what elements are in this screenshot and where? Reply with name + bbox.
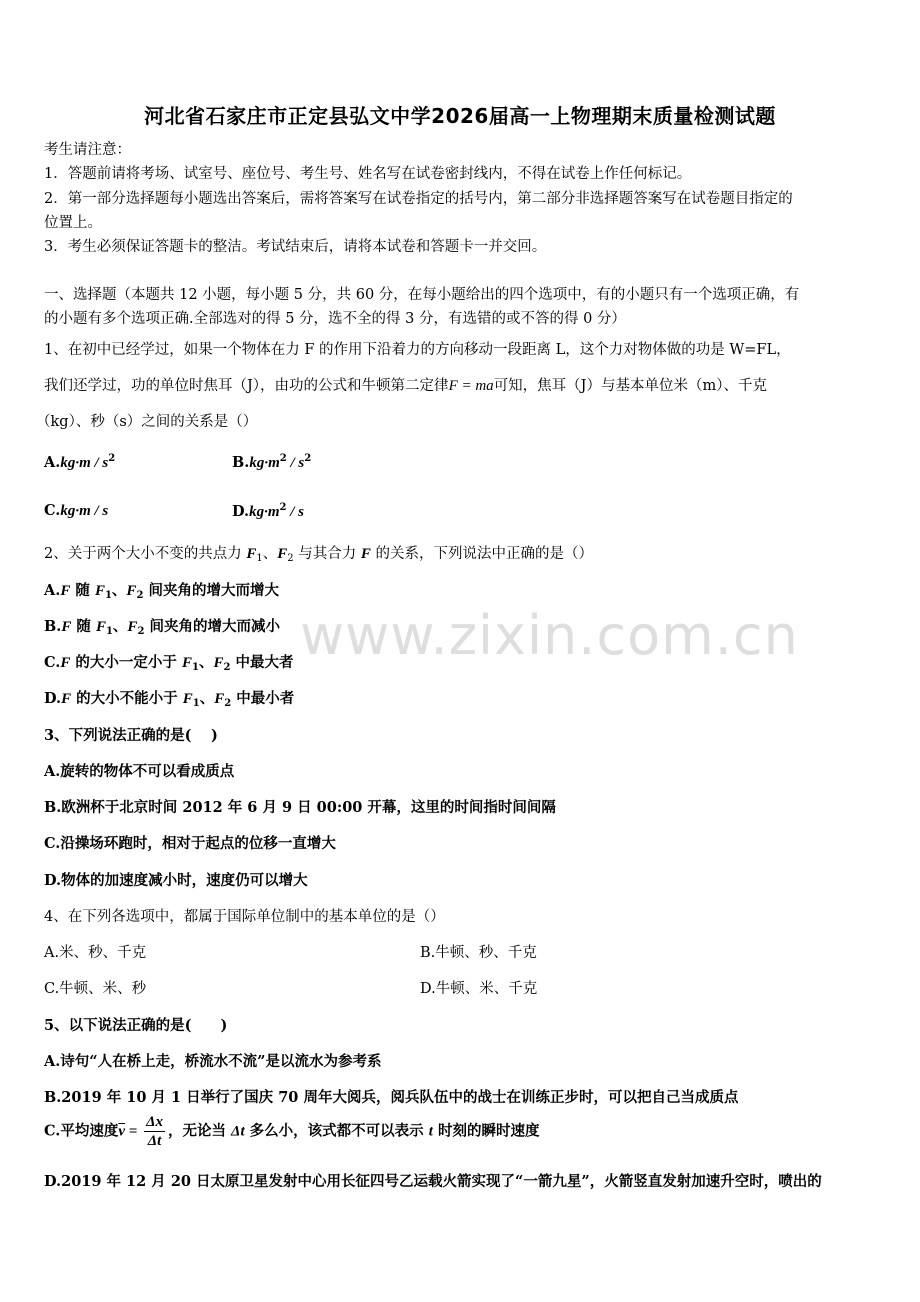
q1-option-a-value: kg·m / s: [60, 455, 109, 471]
q2-option-b-sub2: 2: [137, 626, 145, 637]
q2-option-c-f2: F: [213, 655, 224, 671]
q4-option-d: D.牛顿、米、千克: [420, 981, 538, 997]
q2-option-b-f2: F: [127, 619, 138, 635]
q5-option-c-post1: ，无论当: [167, 1122, 232, 1140]
q5-option-c-den: Δt: [147, 1133, 162, 1149]
q5-option-c-label: C.平均速度: [44, 1122, 119, 1140]
q4-option-b: B.牛顿、秒、千克: [420, 945, 537, 961]
q1-option-a-label: A.: [44, 454, 61, 471]
q2-option-a-post: 间夹角的增大而增大: [143, 582, 279, 599]
q3-option-b: B.欧洲杯于北京时间 2012 年 6 月 9 日 00:00 开幕，这里的时间指时间间隔: [44, 799, 556, 816]
q4-option-a: A.米、秒、千克: [44, 945, 147, 961]
q5-stem: 5、以下说法正确的是( ): [44, 1017, 228, 1034]
q1-option-c: [44, 502, 108, 520]
section-heading-line1: 一、选择题（本题共 12 小题，每小题 5 分，共 60 分，在每小题给出的四个选项中，有的小题只有一个选项正确，有: [44, 287, 800, 303]
q1-stem-line2b: 可知，焦耳（J）与基本单位米（m）、千克: [493, 378, 767, 394]
q2-f2: F: [277, 546, 288, 562]
q2-option-b-sub1: 1: [105, 626, 113, 637]
q2-option-c-f1: F: [181, 655, 192, 671]
q2-option-b: [44, 615, 280, 637]
q2-f2-sub: 2: [287, 553, 294, 564]
q5-option-d: D.2019 年 12 月 20 日太原卫星发射中心用长征四号乙运载火箭实现了“一箭九星”，火箭竖直发射加速升空时，喷出的: [44, 1173, 822, 1190]
q5-option-c-post3: 时刻的瞬时速度: [432, 1122, 540, 1140]
q2-option-c-mid: 的大小一定小于: [70, 654, 182, 671]
q2-sep: 、: [262, 546, 278, 562]
q1-option-b-exp2: 2: [304, 453, 312, 464]
section-heading-line2: 的小题有多个选项正确.全部选对的得 5 分，选不全的得 3 分，有选错的或不答的得 0 分）: [44, 311, 626, 327]
q2-option-a-sep: 、: [111, 582, 127, 599]
q2-option-d-post: 中最小者: [231, 690, 295, 707]
q2-option-a-f1: F: [94, 583, 105, 599]
q2-option-a-label: A.: [44, 582, 61, 599]
notice-heading: 考生请注意：: [44, 142, 131, 158]
q2-option-d-f: F: [61, 691, 72, 707]
q2-option-c-sep: 、: [198, 654, 214, 671]
q1-option-b-exp1: 2: [279, 453, 287, 464]
q5-option-a: A.诗句“人在桥上走，桥流水不流”是以流水为参考系: [44, 1053, 382, 1070]
q2-option-d-sub2: 2: [224, 698, 232, 709]
q2-option-c-sub1: 1: [191, 662, 199, 673]
q4-option-c: C.牛顿、米、秒: [44, 981, 147, 997]
q1-option-d-value2: / s: [286, 504, 305, 520]
q1-option-b-value: kg·m: [249, 455, 280, 471]
q1-option-b: [232, 453, 311, 472]
q1-option-b-value2: / s: [286, 455, 305, 471]
watermark: www.zixin.com.cn: [300, 604, 799, 667]
q2-f1-sub: 1: [256, 553, 263, 564]
q2-option-c-post: 中最大者: [230, 654, 294, 671]
q3-stem: 3、下列说法正确的是( ): [44, 727, 218, 744]
q3-option-a: A.旋转的物体不可以看成质点: [44, 763, 235, 780]
q2-option-d-sub1: 1: [192, 698, 200, 709]
q1-option-a-exp: 2: [108, 453, 116, 464]
q2-option-a-mid: 随: [70, 582, 95, 599]
q2-option-a: [44, 579, 279, 601]
q5-option-c-dt: Δt: [231, 1123, 245, 1140]
q2-option-d: [44, 687, 294, 709]
q2-option-b-sep: 、: [112, 618, 128, 635]
q2-option-b-post: 间夹角的增大而减小: [144, 618, 280, 635]
q2-option-a-f: F: [60, 583, 71, 599]
q5-option-c-eq: =: [125, 1123, 142, 1140]
q2-option-d-label: D.: [44, 690, 62, 707]
q2-option-c-f: F: [60, 655, 71, 671]
notice-item-1: 1．答题前请将考场、试室号、座位号、考生号、姓名写在试卷密封线内，不得在试卷上作任何标记。: [44, 166, 692, 182]
q1-option-d-label: D.: [232, 503, 250, 520]
q2-option-a-sub2: 2: [136, 590, 144, 601]
q2-stem-c: 的关系，下列说法中正确的是（）: [370, 546, 593, 562]
q1-stem-line3: （kg）、秒（s）之间的关系是（）: [36, 414, 258, 430]
q2-option-a-sub1: 1: [104, 590, 112, 601]
q2-stem-b: 与其合力: [293, 546, 361, 562]
q5-option-c-t: t: [428, 1123, 433, 1140]
q2-option-c: [44, 651, 294, 673]
q1-option-d: [232, 502, 304, 521]
q2-option-b-label: B.: [44, 618, 62, 635]
q2-f: F: [360, 546, 371, 562]
q1-stem-line2: [44, 374, 767, 395]
q4-stem: 4、在下列各选项中，都属于国际单位制中的基本单位的是（）: [44, 909, 445, 925]
q2-stem: [44, 542, 593, 564]
q3-option-c: C.沿操场环跑时，相对于起点的位移一直增大: [44, 835, 336, 852]
q2-stem-a: 2、关于两个大小不变的共点力: [44, 546, 247, 562]
q1-option-b-label: B.: [232, 454, 250, 471]
q1-stem-line1: 1、在初中已经学过，如果一个物体在力 F 的作用下沿着力的方向移动一段距离 L，这个力对物体做的功是 W=FL，: [44, 342, 791, 358]
q1-option-a: [44, 453, 115, 472]
q1-formula: F = ma: [448, 378, 494, 394]
q2-option-c-sub2: 2: [223, 662, 231, 673]
q1-option-d-value: kg·m: [249, 504, 280, 520]
q5-option-c-v: $\overline{v}$: [118, 1123, 126, 1140]
q1-stem-line2a: 我们还学过，功的单位时焦耳（J），由功的公式和牛顿第二定律: [44, 378, 449, 394]
q5-option-c: [44, 1113, 539, 1150]
notice-item-3: 3．考生必须保证答题卡的整洁。考试结束后，请将本试卷和答题卡一并交回。: [44, 239, 547, 255]
q1-option-c-label: C.: [44, 502, 61, 519]
page-title: 河北省石家庄市正定县弘文中学2026届高一上物理期末质量检测试题: [144, 104, 776, 128]
q5-option-b: B.2019 年 10 月 1 日举行了国庆 70 周年大阅兵，阅兵队伍中的战士在训练正步时，可以把自己当成质点: [44, 1089, 739, 1106]
q5-option-c-num: Δx: [146, 1114, 163, 1130]
q2-option-d-sep: 、: [199, 690, 215, 707]
q5-option-c-post2: 多么小，该式都不可以表示: [244, 1122, 429, 1140]
q2-option-d-f1: F: [182, 691, 193, 707]
notice-item-2-cont: 位置上。: [44, 215, 102, 231]
q2-option-c-label: C.: [44, 654, 61, 671]
q2-option-b-f: F: [61, 619, 72, 635]
q2-option-d-f2: F: [214, 691, 225, 707]
q2-f1: F: [246, 546, 257, 562]
q1-option-d-exp: 2: [279, 502, 287, 513]
q3-option-d: D.物体的加速度减小时，速度仍可以增大: [44, 872, 308, 889]
q2-option-a-f2: F: [126, 583, 137, 599]
q2-option-d-mid: 的大小不能小于: [71, 690, 183, 707]
q2-option-b-f1: F: [95, 619, 106, 635]
q1-option-c-value: kg·m / s: [60, 503, 109, 519]
q2-option-b-mid: 随: [71, 618, 96, 635]
notice-item-2: 2．第一部分选择题每小题选出答案后，需将答案写在试卷指定的括号内，第二部分非选择题答案写在试卷题目指定的: [44, 191, 793, 207]
q5-option-c-fraction: [144, 1113, 165, 1150]
